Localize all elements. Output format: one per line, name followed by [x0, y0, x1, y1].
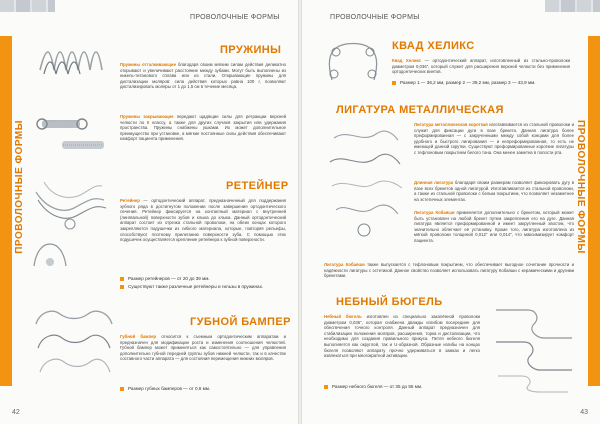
retainer-small-image: [30, 240, 70, 270]
retainer-image: [30, 178, 110, 232]
side-tab: [0, 36, 12, 386]
quad-helix-image: [322, 40, 384, 86]
side-title: ПРОВОЛОЧНЫЕ ФОРМЫ: [575, 120, 586, 254]
retainer-bullet-2: Существуют также различные ретейнеры и гильзы в пружинах.: [120, 284, 294, 290]
lip-bumper-image: [30, 304, 118, 390]
closing-spring-image: [36, 112, 88, 136]
springs-paragraph-2: [120, 114, 286, 142]
side-tab: [588, 36, 600, 386]
springs-paragraph-1: [120, 62, 286, 90]
ligature-paragraph-3: [414, 210, 574, 244]
ligature-lead-4: Лигатура Кобаяши: [324, 262, 365, 267]
coil-spring-image: [60, 138, 106, 152]
palatal-bar-title: НЕБНЫЙ БЮГЕЛЬ: [336, 296, 443, 308]
retainer-title: РЕТЕЙНЕР: [226, 180, 289, 192]
lip-bumper-title: ГУБНОЙ БАМПЕР: [190, 316, 291, 328]
lip-bumper-paragraph: [120, 334, 286, 362]
palatal-bar-lead: Небный бюгель: [324, 314, 362, 319]
ligature-paragraph-4: [324, 262, 574, 279]
retainer-lead: Ретейнер: [120, 198, 140, 203]
lip-bumper-lead: Губной бампер: [120, 334, 157, 339]
quad-helix-paragraph: [392, 58, 570, 75]
springs-title: ПРУЖИНЫ: [220, 44, 282, 56]
retainer-bullet-1: Размер ретейнеров — от 20 до 39 мм.: [120, 276, 294, 282]
quad-helix-lead: Квад Хеликс: [392, 58, 422, 63]
puzzle-decoration: [0, 0, 55, 12]
ligature-image: [324, 122, 406, 246]
springs-lead-2: Пружины закрывающие: [120, 114, 174, 119]
ligature-lead-3: Лигатура Кобаяши: [414, 210, 455, 215]
lip-bumper-bullet-1: Размер губных бамперов — от 0,6 мм.: [120, 386, 294, 392]
retainer-text: — ортодонтический аппарат, предназначенный для поддержания зубного ряда в достигнутом положении после завершения ортодонтического лечения. Ретейнер фиксируется на контактный материал с внутренней (лингвальной) поверхности зубов и клыка до клыка. Данный ортодонтический аппарат состоит из отрезка стальной проволоки, на обеих концах которого закрепляются подушечки из гибкого материала, которые, повторяя рельефы, способствуют плотному прилеганию поверхности зуба. С помощью этих подушечек осуществляется крепление ретейнера к зубной поверхности.: [120, 198, 286, 243]
ligature-text-4: также выпускается с тефлоновым покрытием, что обеспечивает выгодное сочетание прочности и надёжности лигатуры с эстетикой. Данное свойство позволяет использовать лигатуру Кобаяши с керамическими и другими брекетами.: [324, 262, 574, 279]
page-number: 42: [12, 409, 20, 416]
palatal-bar-text: изготовлен из специально закалённой проволоки диаметром 0,036", которая снабжена дважды изгибом посередине для обеспечения точного контроля. Данный аппарат предназначен для стабилизации положения моляров, расширения, торка и дистализации, что необходимо для создания правильного прикуса. Петля небного бюгеля выполняется как округлой, так и U-образной. Образные изгибы на концах бюгеля позволяют аппарату прочно удерживаться в замках и легко извлекаться при многократной активации.: [324, 314, 480, 359]
page-number: 43: [580, 409, 588, 416]
spring-image: [36, 40, 106, 78]
side-title: ПРОВОЛОЧНЫЕ ФОРМЫ: [14, 120, 25, 254]
quad-helix-text: — ортодонтический аппарат, изготовленный из стально-проволоки диаметром 0,036", который служит для расширения верхней челюсти без применения ортодонтических винтов.: [392, 58, 570, 75]
palatal-bar-image: [488, 298, 580, 394]
springs-lead-1: Пружины отталкивающие: [120, 62, 176, 67]
quad-helix-sizes: Размер 1 — 36,2 мм, размер 2 — 39,2 мм, размер 3 — 43,9 мм.: [392, 80, 570, 86]
running-title: ПРОВОЛОЧНЫЕ ФОРМЫ: [330, 14, 420, 21]
ligature-lead-1: Лигатура металлическая короткая: [414, 122, 488, 127]
ligature-text-3: применяется дополнительно с брекетом, который может быть установлен на любой брекет путем закрепления его на дуге. Данная лигатура является преформированной и имеет закругленный хвостик, что значительно облегчает её установку. Кроме того, лигатура изготовлена из мягкой проволоки толщиной 0,012" или 0,014", что максимизирует комфорт пациента.: [414, 210, 574, 243]
left-page: [0, 0, 298, 424]
ligature-title: ЛИГАТУРА МЕТАЛЛИЧЕСКАЯ: [336, 104, 504, 116]
ligature-paragraph-2: [414, 180, 574, 202]
quad-helix-title: КВАД ХЕЛИКС: [392, 40, 475, 52]
retainer-paragraph: [120, 198, 286, 243]
right-page: [302, 0, 600, 424]
springs-text-1: благодаря своим мягким силам действия деликатно открывают и увеличивают расстояние между зубами. Могут быть выполнены из никель-титанового сплава или из стали. Открывающие пружины для дистализации моляров: сила действия которых равна 100 г, позволяют дистализировать моляры от 1 до 1,5 см в течение месяца.: [120, 62, 286, 90]
ligature-text-2: благодаря своим размерам позволяет фиксировать дугу в пазе всех брекетов одной лигатурой. Изготавливается из стальной проволоки, а также из стальной проволоки с белым покрытием, что позволяет незаметнее на эстетичных элементах.: [414, 180, 574, 202]
puzzle-decoration: [545, 0, 600, 12]
running-title: ПРОВОЛОЧНЫЕ ФОРМЫ: [190, 14, 280, 21]
ligature-text-1: изготавливается из стальной проволоки и служит для фиксации дуги в пазе брекета. Данная лигатура более преформированная — с закрученными между собой концами для более удобного и быстрого лигирования — и непреформированная, то есть не имеющей данной скрутки. Существуют преформированные короткие лигатуры с тефлоновым покрытием белого тона. Она менее заметна в полости рта.: [414, 122, 575, 155]
ligature-paragraph-1: [414, 122, 574, 156]
lip-bumper-text: относится к съемным ортодонтическим аппаратам и предназначен для модификации роста и изменения соотношения челюстей. Губной бампер может применяться как самостоятельно — для управления дополнительно губной передней группы зубов нижней челюсти, так и в качестве составного части аппарата — для состояния перемещения нижних моляров.: [120, 334, 286, 362]
springs-text-2: передают щадящие силы для ретракции верхней челюсти по II классу, а также для других случаев закрытия или удержания пространства. Пружины снабжены ушками. Их может дополнительное преимущество при установке, а мягкие постоянные силы действия обеспечивают комфорт пациента применения.: [120, 114, 286, 142]
ligature-lead-2: Длинная лигатура: [414, 180, 454, 185]
palatal-bar-paragraph: [324, 314, 480, 359]
palatal-bar-bullet-1: Размер небного бюгеля — от 35 до 55 мм.: [324, 384, 488, 390]
